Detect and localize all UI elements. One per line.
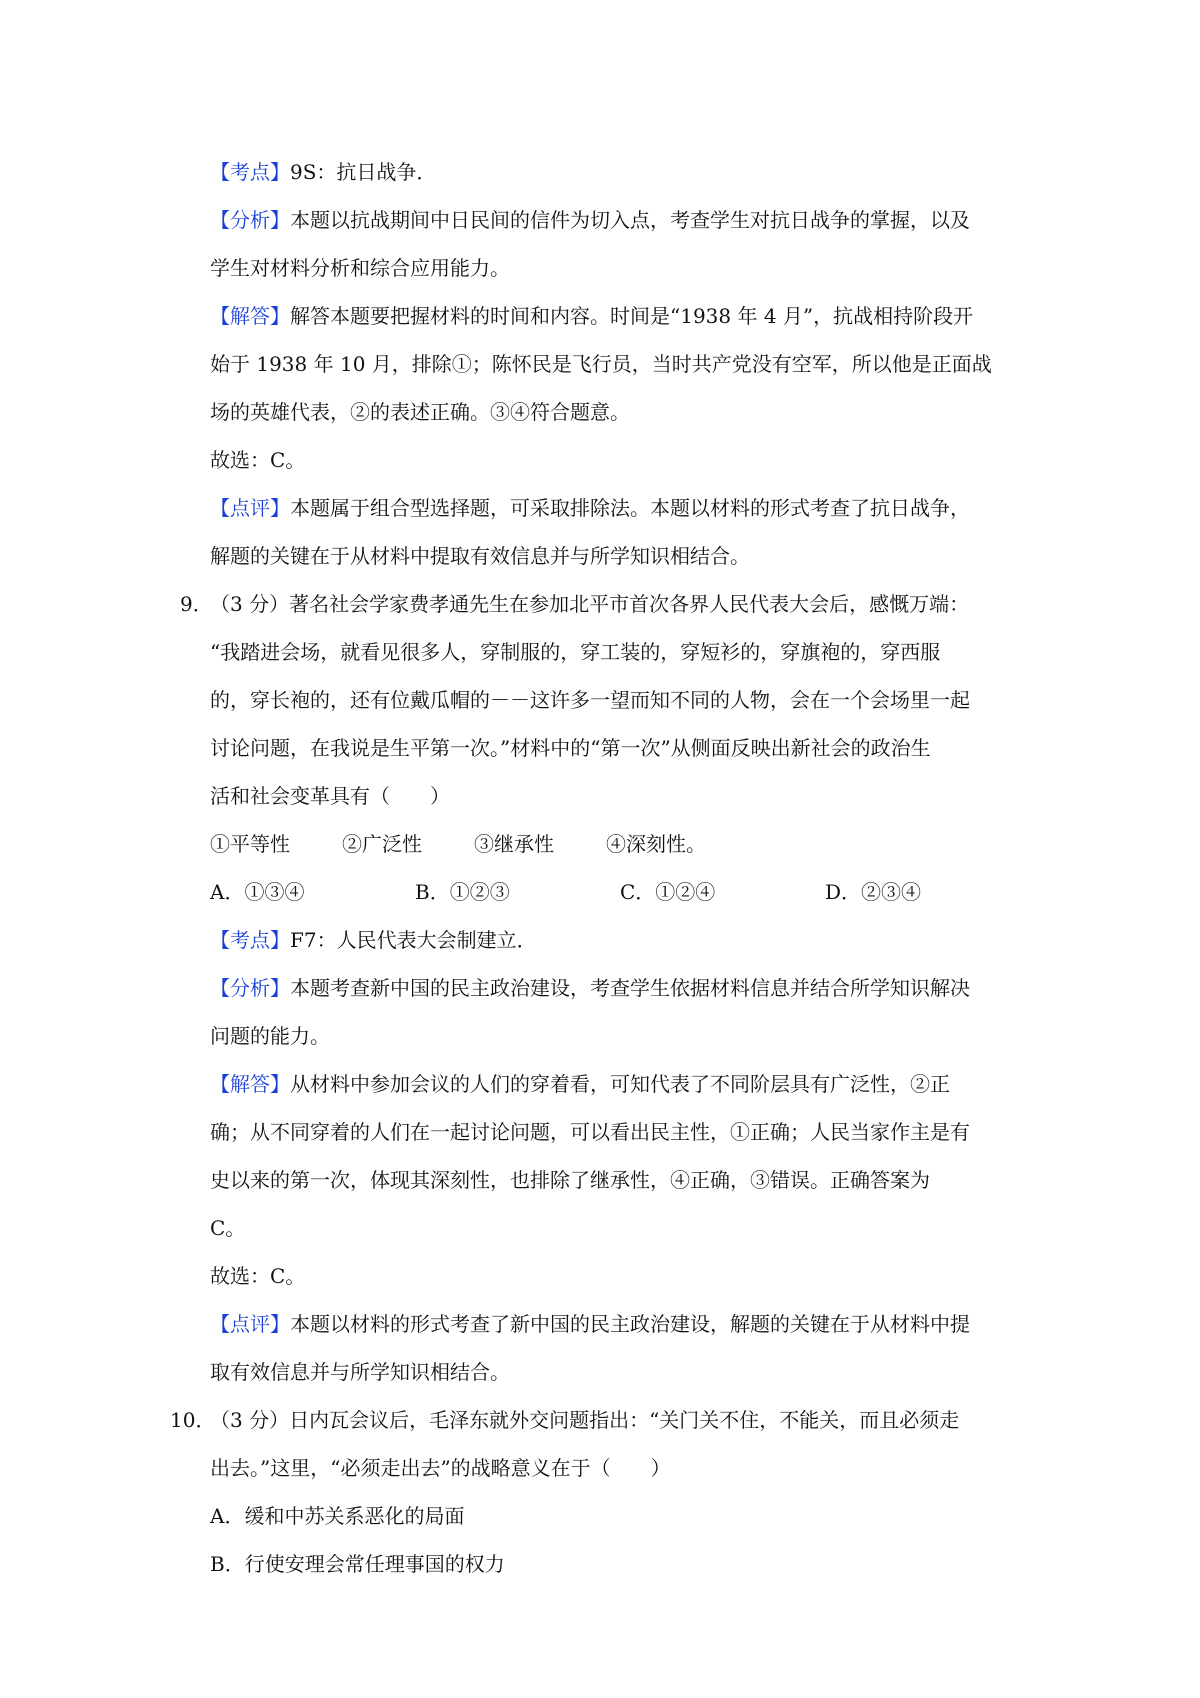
- q9-item: ③继承性: [474, 832, 554, 856]
- q9-item: ④深刻性。: [606, 832, 706, 856]
- q9-jieda-cont-2: 史以来的第一次，体现其深刻性，也排除了继承性，④正确，③错误。正确答案为: [210, 1168, 930, 1192]
- q10-option-b[interactable]: B．行使安理会常任理事国的权力: [210, 1552, 505, 1576]
- fenxi-tag: 【分析】: [210, 208, 290, 232]
- q9-jieda: [210, 1060, 1032, 1108]
- dianping-line: 本题属于组合型选择题，可采取排除法。本题以材料的形式考查了抗日战争，: [290, 496, 970, 520]
- q8-guxuan: 故选：C。: [210, 448, 306, 472]
- q9-option-c[interactable]: C．①②④: [620, 880, 716, 904]
- q8-jieda: [210, 292, 1032, 340]
- fenxi-line: 本题考查新中国的民主政治建设，考查学生依据材料信息并结合所学知识解决: [290, 976, 970, 1000]
- q8-jieda-cont-1: 始于 1938 年 10 月，排除①；陈怀民是飞行员，当时共产党没有空军，所以他是正面战: [210, 352, 992, 376]
- q10-stem: [170, 1396, 1032, 1444]
- jieda-tag: 【解答】: [210, 304, 290, 328]
- jieda-tag: 【解答】: [210, 1072, 290, 1096]
- q9-item: ①平等性: [210, 832, 290, 856]
- q8-jieda-cont-2: 场的英雄代表，②的表述正确。③④符合题意。: [210, 400, 630, 424]
- q9-guxuan: 故选：C。: [210, 1264, 306, 1288]
- q9-stem: [180, 580, 1032, 628]
- jieda-line: 从材料中参加会议的人们的穿着看，可知代表了不同阶层具有广泛性，②正: [290, 1072, 950, 1096]
- q9-options: [210, 868, 1032, 916]
- q8-dianping-cont: 解题的关键在于从材料中提取有效信息并与所学知识相结合。: [210, 544, 750, 568]
- q9-option-b[interactable]: B．①②③: [415, 880, 510, 904]
- q9-stem-4: 讨论问题，在我说是生平第一次。”材料中的“第一次”从侧面反映出新社会的政治生: [210, 736, 931, 760]
- q9-option-d[interactable]: D．②③④: [825, 880, 922, 904]
- q8-fenxi: [210, 196, 1032, 244]
- q9-kaodian: [210, 916, 1032, 964]
- q9-stem-line: （3 分）著名社会学家费孝通先生在参加北平市首次各界人民代表大会后，感慨万端：: [210, 592, 970, 616]
- q8-kaodian: [210, 148, 1032, 196]
- q9-dianping-cont: 取有效信息并与所学知识相结合。: [210, 1360, 510, 1384]
- fenxi-tag: 【分析】: [210, 976, 290, 1000]
- q10-stem-line: （3 分）日内瓦会议后，毛泽东就外交问题指出：“关门关不住，不能关，而且必须走: [210, 1408, 960, 1432]
- jieda-line: 解答本题要把握材料的时间和内容。时间是“1938 年 4 月”，抗战相持阶段开: [290, 304, 974, 328]
- q9-stem-2: “我踏进会场，就看见很多人，穿制服的，穿工装的，穿短衫的，穿旗袍的，穿西服: [210, 640, 941, 664]
- q10-option-a[interactable]: A．缓和中苏关系恶化的局面: [210, 1504, 465, 1528]
- q8-fenxi-cont: 学生对材料分析和综合应用能力。: [210, 256, 510, 280]
- q9-fenxi-cont: 问题的能力。: [210, 1024, 330, 1048]
- dianping-tag: 【点评】: [210, 496, 290, 520]
- document-content: [170, 148, 1032, 1588]
- dianping-tag: 【点评】: [210, 1312, 290, 1336]
- dianping-line: 本题以材料的形式考查了新中国的民主政治建设，解题的关键在于从材料中提: [290, 1312, 970, 1336]
- q9-option-a[interactable]: A．①③④: [210, 880, 305, 904]
- q9-fenxi: [210, 964, 1032, 1012]
- q9-stem-5: 活和社会变革具有（ ）: [210, 784, 450, 808]
- q10-number: 10．: [170, 1408, 216, 1432]
- q9-dianping: [210, 1300, 1032, 1348]
- kaodian-text: 9S：抗日战争．: [290, 160, 437, 184]
- q9-item: ②广泛性: [342, 832, 422, 856]
- q9-jieda-cont-1: 确；从不同穿着的人们在一起讨论问题，可以看出民主性，①正确；人民当家作主是有: [210, 1120, 970, 1144]
- q10-stem-2: 出去。”这里，“必须走出去”的战略意义在于（ ）: [210, 1456, 671, 1480]
- kaodian-text: F7：人民代表大会制建立．: [290, 928, 537, 952]
- q9-items: [210, 820, 1032, 868]
- q8-dianping: [210, 484, 1032, 532]
- kaodian-tag: 【考点】: [210, 928, 290, 952]
- q9-stem-3: 的，穿长袍的，还有位戴瓜帽的－－这许多一望而知不同的人物，会在一个会场里一起: [210, 688, 970, 712]
- kaodian-tag: 【考点】: [210, 160, 290, 184]
- q9-number: 9．: [180, 592, 213, 616]
- fenxi-line: 本题以抗战期间中日民间的信件为切入点，考查学生对抗日战争的掌握，以及: [290, 208, 970, 232]
- q9-jieda-cont-3: C。: [210, 1216, 246, 1240]
